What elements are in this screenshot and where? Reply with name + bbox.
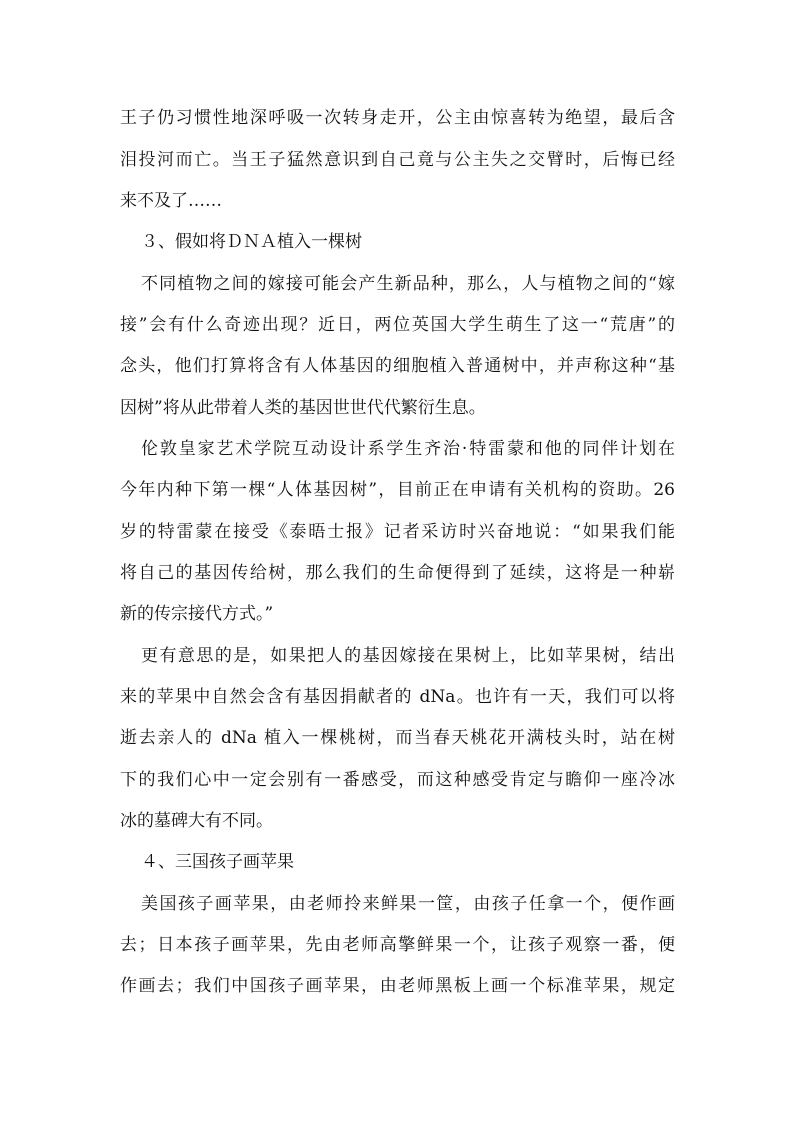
text-line: 来不及了…… (120, 191, 222, 211)
text-line: 接”会有什么奇迹出现？近日，两位英国大学生萌生了这一“荒唐”的 (120, 315, 675, 335)
text-line: 更有意思的是，如果把人的基因嫁接在果树上，比如苹果树，结出 (141, 646, 675, 666)
text-line: 王子仍习惯性地深呼吸一次转身走开，公主由惊喜转为绝望，最后含 (120, 108, 675, 128)
text-line: 岁的特雷蒙在接受《泰晤士报》记者采访时兴奋地说：“如果我们能 (120, 522, 675, 542)
text-line: 今年内种下第一棵“人体基因树”，目前正在申请有关机构的资助。26 (120, 480, 675, 500)
text-line: 因树”将从此带着人类的基因世世代代繁衍生息。 (120, 398, 486, 418)
text-line: 伦敦皇家艺术学院互动设计系学生齐治·特雷蒙和他的同伴计划在 (141, 439, 675, 459)
section-heading: ４、三国孩子画苹果 (141, 852, 294, 872)
text-line: 美国孩子画苹果，由老师拎来鲜果一筐，由孩子任拿一个，便作画 (141, 894, 675, 914)
text-line: 泪投河而亡。当王子猛然意识到自己竟与公主失之交臂时，后悔已经 (120, 150, 675, 170)
text-line: 作画去；我们中国孩子画苹果，由老师黑板上画一个标准苹果，规定 (120, 976, 675, 996)
section-heading: ３、假如将ＤＮＡ植入一棵树 (141, 232, 362, 252)
text-line: 不同植物之间的嫁接可能会产生新品种，那么，人与植物之间的“嫁 (141, 274, 675, 294)
text-line: 去；日本孩子画苹果，先由老师高擎鲜果一个，让孩子观察一番，便 (120, 935, 675, 955)
text-line: 下的我们心中一定会别有一番感受，而这种感受肯定与瞻仰一座冷冰 (120, 770, 675, 790)
text-line: 将自己的基因传给树，那么我们的生命便得到了延续，这将是一种崭 (120, 563, 675, 583)
text-line: 逝去亲人的 dNa 植入一棵桃树，而当春天桃花开满枝头时，站在树 (120, 728, 675, 748)
text-line: 来的苹果中自然会含有基因捐献者的 dNa。也许有一天，我们可以将 (120, 687, 675, 707)
text-line: 念头，他们打算将含有人体基因的细胞植入普通树中，并声称这种“基 (120, 356, 675, 376)
text-line: 冰的墓碑大有不同。 (120, 811, 273, 831)
text-line: 新的传宗接代方式。” (120, 604, 274, 624)
